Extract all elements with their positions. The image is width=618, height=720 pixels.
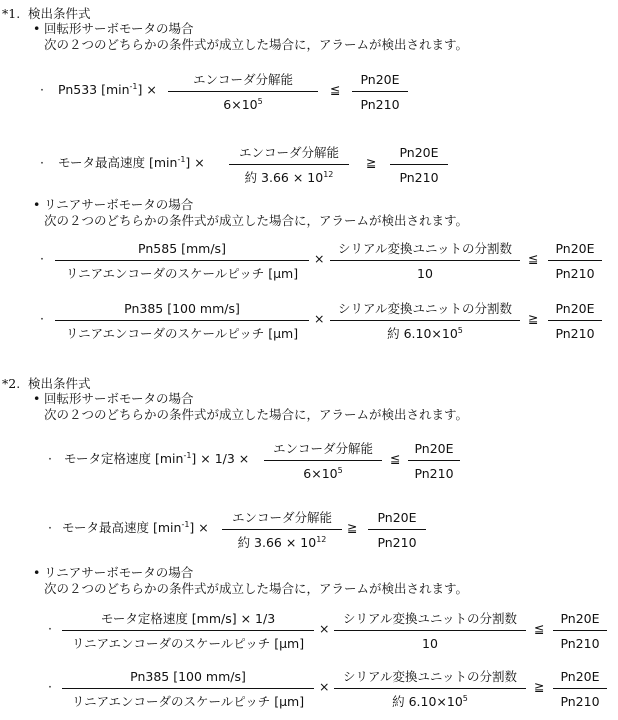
times-sign: × [319,621,330,636]
relation-operator: ≧ [528,311,539,326]
bullet: • [33,197,41,212]
fraction-bar [334,630,526,631]
lhs-numerator: Pn385 [100 mm/s] [124,301,240,316]
lhs-denominator: リニアエンコーダのスケールピッチ [μm] [65,266,299,281]
formula-left: Pn533 $[\min^{-1}]$ × [58,82,157,97]
numerator: シリアル変換ユニットの分割数 [337,301,512,316]
lhs-denominator: リニアエンコーダのスケールピッチ [μm] [71,694,305,709]
fraction-bar [264,460,382,461]
fraction-bar [62,630,314,631]
section-1-linear-label: リニアサーボモータの場合 [44,197,194,212]
formula-dot: · [48,621,52,636]
fraction-bar [55,320,309,321]
fraction [229,145,349,185]
lhs-denominator: リニアエンコーダのスケールピッチ [μm] [65,326,299,341]
lhs-numerator: モータ定格速度 [mm/s] × 1/3 [100,611,276,626]
fraction-bar [548,260,602,261]
formula-left: モータ定格速度 $[\min^{-1}] \times 1/3$ × [64,451,250,466]
fraction-bar [368,529,426,530]
section-1-linear-desc: 次の２つのどちらかの条件式が成立した場合に，アラームが検出されます。 [44,213,469,228]
fraction [168,72,318,112]
lhs-fraction [62,611,314,651]
fraction-bar [352,91,408,92]
ratio-denominator: Pn210 [555,326,595,341]
ratio-denominator: Pn210 [560,636,600,651]
fraction-bar [553,630,607,631]
numerator: シリアル変換ユニットの分割数 [337,241,512,256]
fraction-bar [390,164,448,165]
ratio-denominator: Pn210 [360,97,400,112]
relation-operator: ≧ [534,679,545,694]
section-2-linear-desc: 次の２つのどちらかの条件式が成立した場合に，アラームが検出されます。 [44,581,469,596]
section-1-rotary-desc: 次の２つのどちらかの条件式が成立した場合に，アラームが検出されます。 [44,37,469,52]
denominator: 約 $3.66 \times 10^{12}$ [237,535,327,550]
lhs-fraction [55,301,309,341]
fraction-bar [168,91,318,92]
section-1-rotary-label: 回転形サーボモータの場合 [44,21,194,36]
ratio-numerator: Pn20E [560,669,600,684]
formula-dot: · [40,155,44,170]
section-2-marker: *2. [2,376,21,391]
denominator: $6\times 10^5$ [303,466,343,481]
ratio-fraction [352,72,408,112]
ratio-fraction [390,145,448,185]
ratio-denominator: Pn210 [377,535,417,550]
formula-left: モータ最高速度 $[\min^{-1}]$ × [62,520,209,535]
denominator: 約 $6.10\times 10^5$ [392,694,468,709]
relation-operator: ≦ [534,621,545,636]
fraction-bar [222,529,342,530]
times-sign: × [314,311,325,326]
ratio-numerator: Pn20E [555,241,595,256]
lhs-fraction [55,241,309,281]
ratio-fraction [368,510,426,550]
relation-operator: ≦ [528,251,539,266]
relation-operator: ≧ [347,520,358,535]
numerator: シリアル変換ユニットの分割数 [342,611,517,626]
formula-left: モータ最高速度 $[\min^{-1}]$ × [58,155,205,170]
formula-dot: · [40,251,44,266]
fraction-bar [553,688,607,689]
ratio-fraction [553,611,607,651]
denominator: 約 $3.66 \times 10^{12}$ [244,170,334,185]
ratio-fraction [553,669,607,709]
denominator: $6\times 10^5$ [223,97,263,112]
fraction [330,241,520,281]
numerator: エンコーダ分解能 [272,441,373,456]
bullet: • [33,565,41,580]
fraction-bar [408,460,460,461]
formula-dot: · [48,679,52,694]
section-2-linear-label: リニアサーボモータの場合 [44,565,194,580]
numerator: シリアル変換ユニットの分割数 [342,669,517,684]
fraction [334,669,526,709]
fraction-bar [62,688,314,689]
fraction-bar [330,320,520,321]
fraction [222,510,342,550]
fraction-bar [330,260,520,261]
bullet: • [33,21,41,36]
relation-operator: ≦ [330,82,341,97]
relation-operator: ≧ [366,155,377,170]
lhs-fraction [62,669,314,709]
formula-dot: · [48,520,52,535]
fraction [330,301,520,341]
ratio-denominator: Pn210 [560,694,600,709]
denominator: 10 [417,266,433,281]
formula-dot: · [40,82,44,97]
numerator: エンコーダ分解能 [231,510,332,525]
section-1-heading: 検出条件式 [28,6,91,21]
section-1-marker: *1. [2,6,21,21]
numerator: エンコーダ分解能 [192,72,293,87]
fraction [334,611,526,651]
ratio-denominator: Pn210 [399,170,439,185]
formula-dot: · [48,451,52,466]
ratio-fraction [408,441,460,481]
section-2-rotary-label: 回転形サーボモータの場合 [44,391,194,406]
times-sign: × [319,679,330,694]
times-sign: × [314,251,325,266]
ratio-fraction [548,301,602,341]
ratio-fraction [548,241,602,281]
fraction-bar [55,260,309,261]
fraction-bar [229,164,349,165]
bullet: • [33,391,41,406]
ratio-numerator: Pn20E [360,72,400,87]
denominator: 約 $6.10\times 10^5$ [387,326,463,341]
ratio-denominator: Pn210 [414,466,454,481]
denominator: 10 [422,636,438,651]
ratio-numerator: Pn20E [560,611,600,626]
numerator: エンコーダ分解能 [238,145,339,160]
lhs-denominator: リニアエンコーダのスケールピッチ [μm] [71,636,305,651]
section-2-rotary-desc: 次の２つのどちらかの条件式が成立した場合に，アラームが検出されます。 [44,407,469,422]
ratio-numerator: Pn20E [555,301,595,316]
ratio-numerator: Pn20E [414,441,454,456]
section-2-heading: 検出条件式 [28,376,91,391]
ratio-numerator: Pn20E [377,510,417,525]
formula-dot: · [40,311,44,326]
lhs-numerator: Pn385 [100 mm/s] [130,669,246,684]
ratio-denominator: Pn210 [555,266,595,281]
ratio-numerator: Pn20E [399,145,439,160]
fraction-bar [548,320,602,321]
relation-operator: ≦ [390,451,401,466]
fraction [264,441,382,481]
lhs-numerator: Pn585 [mm/s] [138,241,226,256]
fraction-bar [334,688,526,689]
